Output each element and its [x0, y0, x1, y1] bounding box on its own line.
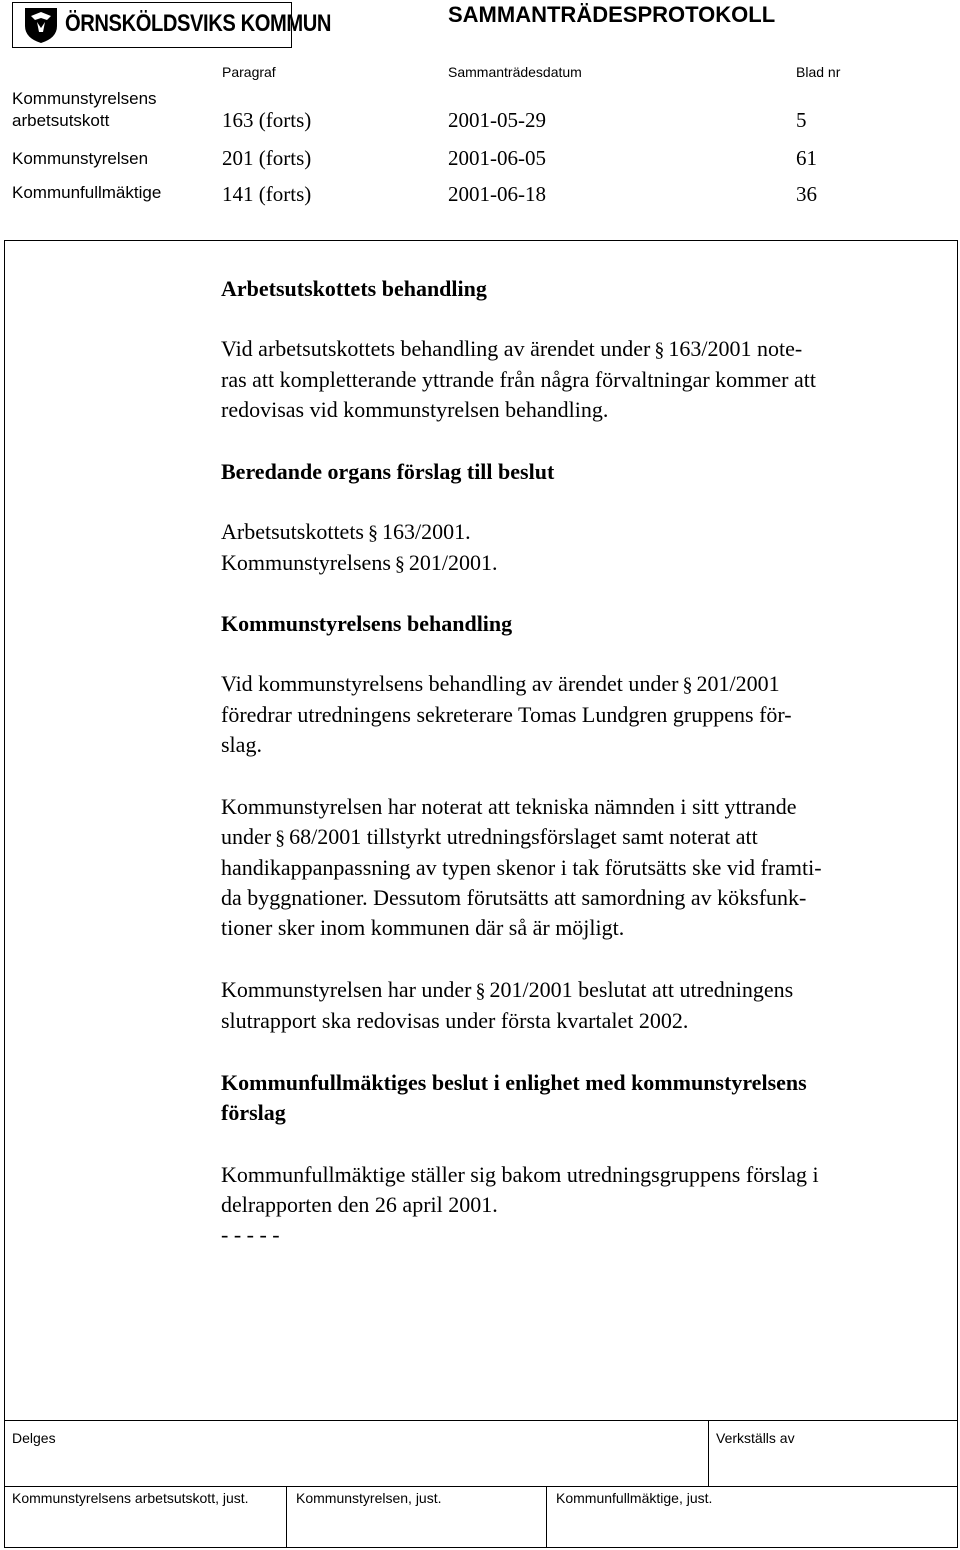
municipality-logo: [12, 2, 332, 48]
end-marker: - - - - -: [221, 1222, 280, 1247]
paragraph: Kommunstyrelsen har under § 201/2001 beslutat att utredningens slutrapport ska redovisas under första kvartalet 2002.: [221, 977, 794, 1033]
paragraph: Kommunstyrelsen har noterat att tekniska nämnden i sitt yttrande under § 68/2001 tillstyrkt utredningsförslaget samt noterat att handikappanpassning av typen skenor i tak förutsätts ske vid framti- da byggnationer. Dessutom förutsätts att samordning av köksfunk- tioner sker inom kommunen där så är möjligt.: [221, 794, 822, 940]
row-datum: 2001-06-18: [448, 182, 546, 206]
heading-arbetsutskottets-behandling: Arbetsutskottets behandling: [221, 276, 487, 301]
coat-of-arms-icon: [23, 6, 59, 44]
justering-kf-label: Kommunfullmäktige, just.: [556, 1490, 713, 1506]
justering-ks-label: Kommunstyrelsen, just.: [296, 1490, 442, 1506]
footer-column-divider: [546, 1486, 547, 1548]
column-header-blad: Blad nr: [796, 64, 841, 80]
delges-label: Delges: [12, 1430, 56, 1446]
footer-column-divider: [286, 1486, 287, 1548]
protocol-body: [221, 274, 951, 1250]
row-body-label: Kommunstyrelsen: [12, 149, 149, 168]
paragraph: Arbetsutskottets § 163/2001. Kommunstyrelsens § 201/2001.: [221, 519, 498, 575]
row-datum: 2001-06-05: [448, 146, 546, 170]
paragraph: Vid arbetsutskottets behandling av ärendet under § 163/2001 note- ras att kompletterande yttrande från några förvaltningar kommer att redovisas vid kommunstyrelsen behandling.: [221, 336, 816, 422]
logo-text: ÖRNSKÖLDSVIKS KOMMUN: [65, 10, 332, 37]
row-datum: 2001-05-29: [448, 108, 546, 132]
footer-divider: [4, 1486, 958, 1487]
row-blad: 36: [796, 182, 817, 206]
paragraph: Vid kommunstyrelsens behandling av ärendet under § 201/2001 föredrar utredningens sekreterare Tomas Lundgren gruppens för- slag.: [221, 671, 792, 757]
row-blad: 5: [796, 108, 807, 132]
row-blad: 61: [796, 146, 817, 170]
paragraph: Kommunfullmäktige ställer sig bakom utredningsgruppens förslag i delrapporten den 26 april 2001. - - - - -: [221, 1162, 819, 1247]
row-paragraf: 163 (forts): [222, 108, 312, 132]
row-body-label: Kommunfullmäktige: [12, 183, 162, 202]
document-title: SAMMANTRÄDESPROTOKOLL: [448, 2, 776, 27]
justering-ksau-label: Kommunstyrelsens arbetsutskott, just.: [12, 1490, 249, 1506]
row-body-label: Kommunstyrelsens arbetsutskott: [12, 89, 157, 130]
footer-column-divider: [708, 1420, 709, 1486]
column-header-paragraf: Paragraf: [222, 64, 276, 80]
row-paragraf: 201 (forts): [222, 146, 312, 170]
heading-beredande-organs-forslag: Beredande organs förslag till beslut: [221, 459, 555, 484]
footer-divider: [4, 1420, 958, 1421]
heading-kommunstyrelsens-behandling: Kommunstyrelsens behandling: [221, 611, 513, 636]
row-paragraf: 141 (forts): [222, 182, 312, 206]
heading-kommunfullmaktiges-beslut: Kommunfullmäktiges beslut i enlighet med kommunstyrelsens förslag: [221, 1070, 807, 1125]
column-header-datum: Sammanträdesdatum: [448, 64, 582, 80]
verkstalls-av-label: Verkställs av: [716, 1430, 795, 1446]
